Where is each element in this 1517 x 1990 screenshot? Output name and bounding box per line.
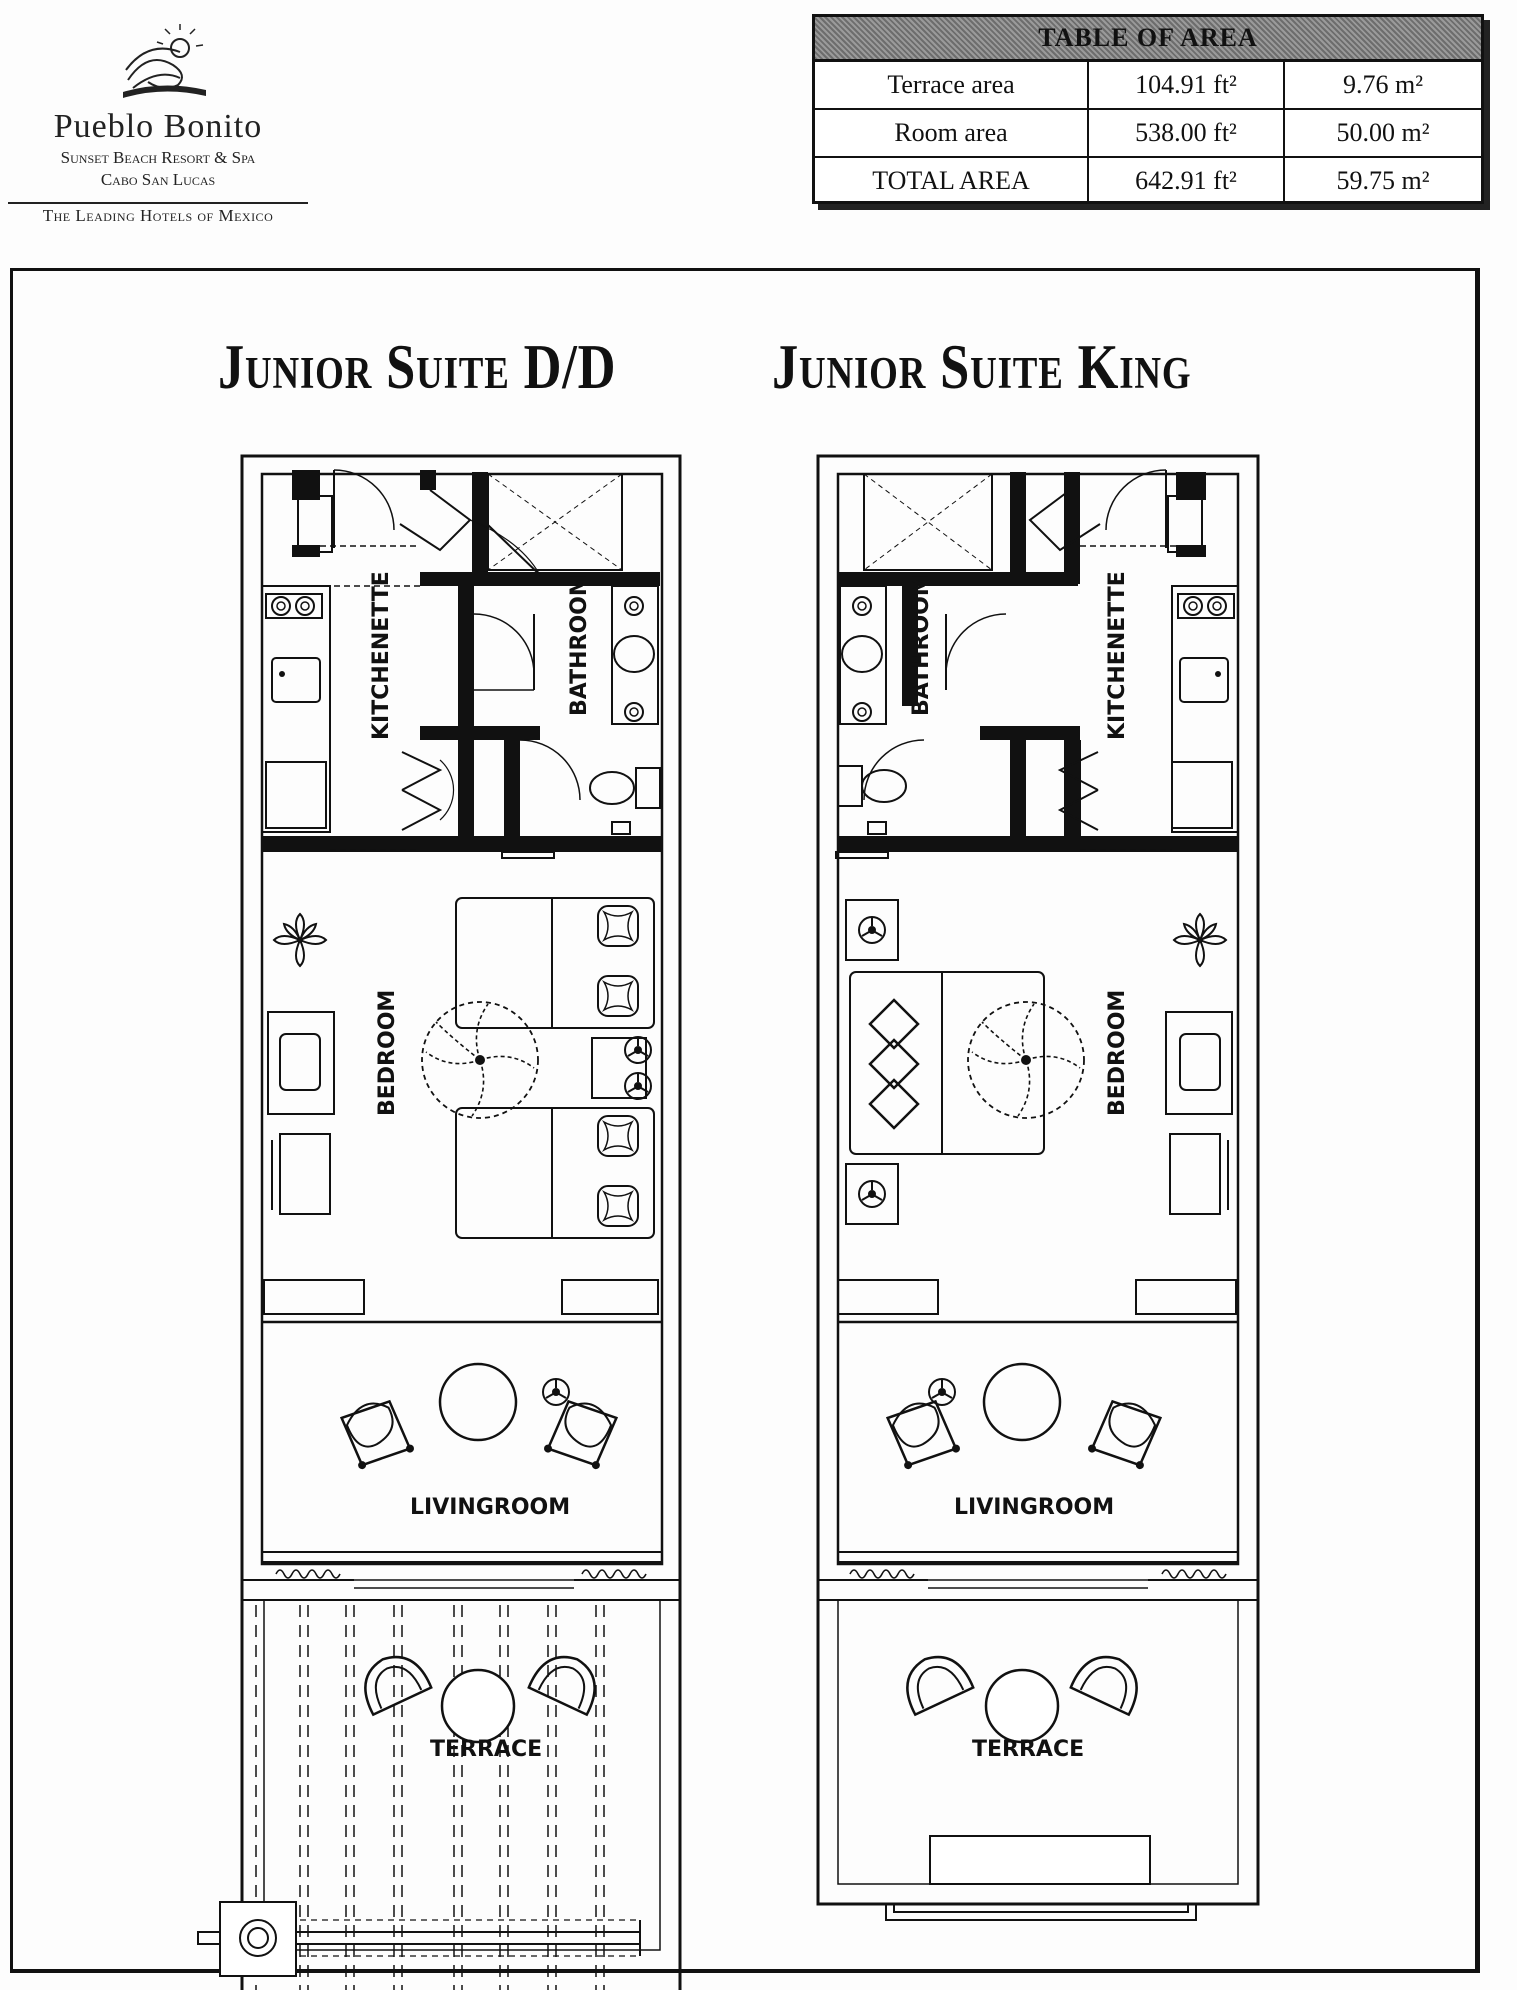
room-label-bathroom: BATHROOM [567, 574, 592, 716]
brand-name: Pueblo Bonito [53, 108, 263, 145]
area-table-title: TABLE OF AREA [815, 17, 1481, 62]
table-cell-label: TOTAL AREA [815, 158, 1089, 204]
brand-tagline: The Leading Hotels of Mexico [42, 206, 274, 225]
table-cell-ft2: 642.91 ft² [1089, 158, 1285, 204]
room-label-kitchenette: KITCHENETTE [369, 571, 394, 740]
table-cell-m2: 59.75 m² [1336, 166, 1430, 195]
brand-subtitle: Sunset Beach Resort & Spa [60, 148, 256, 167]
plan-title-right: Junior Suite King [772, 331, 1192, 402]
table-cell-m2: 50.00 m² [1336, 118, 1430, 147]
plan-title-left: Junior Suite D/D [218, 331, 617, 402]
room-label-kitchenette: KITCHENETTE [1105, 571, 1130, 740]
room-label-livingroom: LIVINGROOM [410, 1495, 571, 1520]
room-label-bedroom: BEDROOM [1105, 989, 1130, 1116]
table-cell-label: Room area [815, 110, 1089, 156]
room-label-terrace: TERRACE [972, 1737, 1085, 1762]
table-cell-ft2: 104.91 ft² [1089, 62, 1285, 108]
plan-right [818, 456, 1258, 1920]
room-label-livingroom: LIVINGROOM [954, 1495, 1115, 1520]
room-label-bathroom: BATHROOM [909, 574, 934, 716]
table-cell-label: Terrace area [815, 62, 1089, 108]
table-cell-ft2: 538.00 ft² [1089, 110, 1285, 156]
plan-left [198, 456, 680, 1990]
table-cell-m2: 9.76 m² [1342, 70, 1424, 99]
brand-location: Cabo San Lucas [100, 170, 216, 189]
room-label-bedroom: BEDROOM [375, 989, 400, 1116]
room-label-terrace: TERRACE [430, 1737, 543, 1762]
